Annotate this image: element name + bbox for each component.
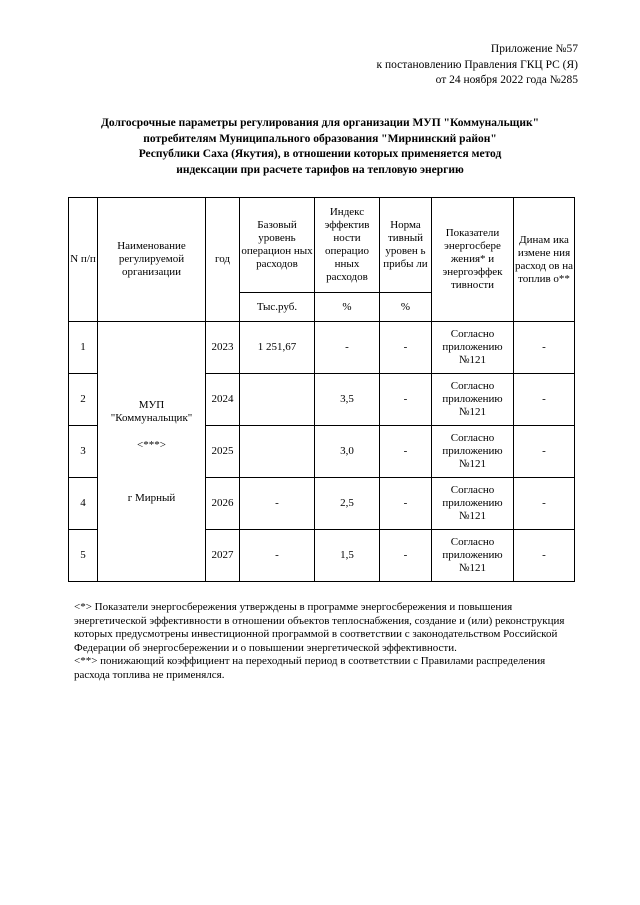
row-norm: - <box>380 478 432 530</box>
organization-cell <box>98 322 206 582</box>
row-energy: Согласно приложению №121 <box>432 374 514 426</box>
row-year: 2025 <box>206 426 240 478</box>
column-header-num: N п/п <box>69 198 98 322</box>
unit-norm: % <box>380 293 432 322</box>
footnotes <box>74 601 574 682</box>
column-header-year: год <box>206 198 240 322</box>
column-header-energy: Показатели энергосбере жения* и энергоэффек тивности <box>432 198 514 322</box>
footnote-fuel-coefficient: <**> понижающий коэффициент на переходный период в соответствии с Правилами распределения расхода топлива не применялся. <box>74 655 546 681</box>
unit-index: % <box>315 293 380 322</box>
row-num: 4 <box>69 478 98 530</box>
row-num: 2 <box>69 374 98 426</box>
row-index: 3,0 <box>315 426 380 478</box>
row-year: 2023 <box>206 322 240 374</box>
row-norm: - <box>380 322 432 374</box>
row-base: - <box>240 478 315 530</box>
row-base: 1 251,67 <box>240 322 315 374</box>
parameters-table <box>68 197 575 582</box>
footnote-energy-saving: <*> Показатели энергосбережения утверждены в программе энергосбережения и повышения энергетической эффективности в отношении объектов теплоснабжения, создание и (или) реконструкция которых предусмотрены инвестиционной программой в соответствии с законодательством Российской Федерации об энергосбережении и о повышении энергетической эффективности. <box>74 601 565 654</box>
title-line: потребителям Муниципального образования "Мирнинский район" <box>143 132 497 145</box>
row-index: 1,5 <box>315 530 380 582</box>
title-line: Долгосрочные параметры регулирования для организации МУП "Коммунальщик" <box>100 117 540 129</box>
organization-name: МУП "Коммунальщик" <box>110 398 193 424</box>
row-energy: Согласно приложению №121 <box>432 530 514 582</box>
organization-code: <***> <box>137 438 166 451</box>
document-header <box>377 42 579 89</box>
column-header-dynamics: Динам ика измене ния расход ов на топлив о** <box>514 198 575 322</box>
row-year: 2026 <box>206 478 240 530</box>
table-row <box>69 322 575 374</box>
row-year: 2024 <box>206 374 240 426</box>
row-dynamics: - <box>514 426 575 478</box>
row-dynamics: - <box>514 530 575 582</box>
title-line: индексации при расчете тарифов на тепловую энергию <box>176 163 464 176</box>
column-header-base: Базовый уровень операцион ных расходов <box>240 198 315 293</box>
row-energy: Согласно приложению №121 <box>432 426 514 478</box>
resolution-date: от 24 ноября 2022 года №285 <box>435 74 578 86</box>
appendix-number: Приложение №57 <box>490 43 578 55</box>
row-year: 2027 <box>206 530 240 582</box>
row-energy: Согласно приложению №121 <box>432 478 514 530</box>
row-dynamics: - <box>514 374 575 426</box>
row-norm: - <box>380 530 432 582</box>
row-index: - <box>315 322 380 374</box>
row-num: 1 <box>69 322 98 374</box>
row-num: 3 <box>69 426 98 478</box>
row-base: - <box>240 530 315 582</box>
title-line: Республики Саха (Якутия), в отношении которых применяется метод <box>138 148 502 160</box>
row-base <box>240 374 315 426</box>
row-base <box>240 426 315 478</box>
unit-base: Тыс.руб. <box>240 293 315 322</box>
table-header-row <box>69 198 575 293</box>
row-num: 5 <box>69 530 98 582</box>
row-dynamics: - <box>514 478 575 530</box>
resolution-reference: к постановлению Правления ГКЦ РС (Я) <box>376 58 578 71</box>
column-header-org: Наименование регулируемой организации <box>98 198 206 322</box>
row-norm: - <box>380 426 432 478</box>
organization-city: г Мирный <box>127 491 176 504</box>
row-norm: - <box>380 374 432 426</box>
column-header-index: Индекс эффектив ности операцио нных расходов <box>315 198 380 293</box>
row-dynamics: - <box>514 322 575 374</box>
row-energy: Согласно приложению №121 <box>432 322 514 374</box>
document-title <box>60 116 580 178</box>
row-index: 2,5 <box>315 478 380 530</box>
row-index: 3,5 <box>315 374 380 426</box>
column-header-norm: Норма тивный уровен ь прибы ли <box>380 198 432 293</box>
